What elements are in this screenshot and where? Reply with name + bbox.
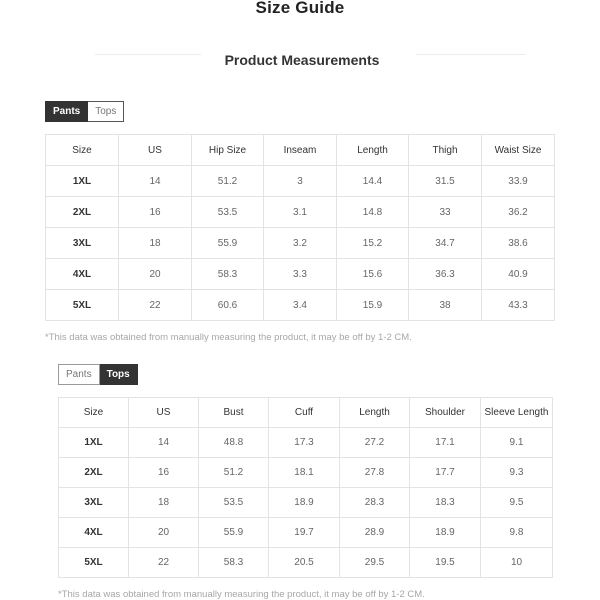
table-row xyxy=(59,518,553,548)
table-cell: 53.5 xyxy=(192,197,264,228)
column-header: Waist Size xyxy=(482,135,555,166)
size-cell: 3XL xyxy=(59,488,129,518)
column-header: Length xyxy=(340,398,410,428)
table-cell: 34.7 xyxy=(409,228,482,259)
table-cell: 14 xyxy=(119,166,192,197)
table-cell: 16 xyxy=(119,197,192,228)
table-cell: 43.3 xyxy=(482,290,555,321)
table-cell: 9.8 xyxy=(481,518,553,548)
page-title: Size Guide xyxy=(255,0,345,17)
column-header: Thigh xyxy=(409,135,482,166)
table-cell: 15.6 xyxy=(337,259,409,290)
table-cell: 48.8 xyxy=(199,428,269,458)
size-cell: 2XL xyxy=(46,197,119,228)
size-cell: 1XL xyxy=(46,166,119,197)
table-row xyxy=(46,259,555,290)
table-cell: 18.9 xyxy=(410,518,481,548)
pants-size-table xyxy=(45,134,555,321)
table-cell: 14.4 xyxy=(337,166,409,197)
table-cell: 51.2 xyxy=(199,458,269,488)
size-cell: 5XL xyxy=(59,548,129,578)
table-cell: 20.5 xyxy=(269,548,340,578)
table-cell: 9.1 xyxy=(481,428,553,458)
table-cell: 38 xyxy=(409,290,482,321)
tops-size-table xyxy=(58,397,553,578)
measurement-note: *This data was obtained from manually measuring the product, it may be off by 1-2 CM. xyxy=(58,589,425,600)
table-cell: 17.1 xyxy=(410,428,481,458)
table-cell: 3.1 xyxy=(264,197,337,228)
table-cell: 3 xyxy=(264,166,337,197)
column-header: Inseam xyxy=(264,135,337,166)
table-cell: 53.5 xyxy=(199,488,269,518)
table-cell: 19.5 xyxy=(410,548,481,578)
table-cell: 22 xyxy=(119,290,192,321)
measurement-note: *This data was obtained from manually measuring the product, it may be off by 1-2 CM. xyxy=(45,332,412,343)
table-cell: 3.3 xyxy=(264,259,337,290)
table-cell: 18 xyxy=(129,488,199,518)
table-cell: 55.9 xyxy=(199,518,269,548)
table-cell: 29.5 xyxy=(340,548,410,578)
column-header: Size xyxy=(46,135,119,166)
table-cell: 58.3 xyxy=(199,548,269,578)
table-row xyxy=(46,228,555,259)
table-cell: 38.6 xyxy=(482,228,555,259)
table-row xyxy=(59,428,553,458)
table-cell: 20 xyxy=(119,259,192,290)
table-cell: 17.3 xyxy=(269,428,340,458)
pants-tab-bar xyxy=(45,101,124,122)
column-header: Shoulder xyxy=(410,398,481,428)
table-cell: 15.2 xyxy=(337,228,409,259)
table-cell: 60.6 xyxy=(192,290,264,321)
table-cell: 55.9 xyxy=(192,228,264,259)
size-cell: 4XL xyxy=(46,259,119,290)
table-cell: 36.3 xyxy=(409,259,482,290)
table-row xyxy=(46,166,555,197)
size-cell: 1XL xyxy=(59,428,129,458)
table-cell: 27.2 xyxy=(340,428,410,458)
table-row xyxy=(59,548,553,578)
table-cell: 18.3 xyxy=(410,488,481,518)
table-cell: 14 xyxy=(129,428,199,458)
table-cell: 18.9 xyxy=(269,488,340,518)
divider-right xyxy=(416,54,526,55)
table-cell: 58.3 xyxy=(192,259,264,290)
table-cell: 17.7 xyxy=(410,458,481,488)
table-cell: 14.8 xyxy=(337,197,409,228)
size-cell: 4XL xyxy=(59,518,129,548)
table-cell: 20 xyxy=(129,518,199,548)
table-cell: 40.9 xyxy=(482,259,555,290)
table-cell: 3.4 xyxy=(264,290,337,321)
column-header: Sleeve Length xyxy=(481,398,553,428)
table-cell: 51.2 xyxy=(192,166,264,197)
table-cell: 36.2 xyxy=(482,197,555,228)
table-cell: 28.3 xyxy=(340,488,410,518)
table-cell: 9.3 xyxy=(481,458,553,488)
table-header-row xyxy=(59,398,553,428)
section-header xyxy=(0,52,600,70)
tops-tab-bar xyxy=(58,364,138,385)
table-row xyxy=(59,458,553,488)
size-cell: 2XL xyxy=(59,458,129,488)
tab-pants[interactable]: Pants xyxy=(45,101,88,122)
table-cell: 31.5 xyxy=(409,166,482,197)
table-row xyxy=(59,488,553,518)
table-cell: 18.1 xyxy=(269,458,340,488)
table-header-row xyxy=(46,135,555,166)
tab-pants[interactable]: Pants xyxy=(58,364,100,385)
column-header: Length xyxy=(337,135,409,166)
column-header: Bust xyxy=(199,398,269,428)
table-cell: 19.7 xyxy=(269,518,340,548)
column-header: Cuff xyxy=(269,398,340,428)
table-cell: 15.9 xyxy=(337,290,409,321)
table-cell: 28.9 xyxy=(340,518,410,548)
column-header: Hip Size xyxy=(192,135,264,166)
column-header: US xyxy=(119,135,192,166)
column-header: US xyxy=(129,398,199,428)
table-row xyxy=(46,197,555,228)
section-title: Product Measurements xyxy=(224,52,380,68)
table-cell: 33.9 xyxy=(482,166,555,197)
table-cell: 16 xyxy=(129,458,199,488)
table-cell: 33 xyxy=(409,197,482,228)
table-cell: 18 xyxy=(119,228,192,259)
size-cell: 3XL xyxy=(46,228,119,259)
tab-tops[interactable]: Tops xyxy=(88,101,124,122)
size-cell: 5XL xyxy=(46,290,119,321)
table-cell: 22 xyxy=(129,548,199,578)
table-row xyxy=(46,290,555,321)
table-cell: 27.8 xyxy=(340,458,410,488)
table-cell: 10 xyxy=(481,548,553,578)
column-header: Size xyxy=(59,398,129,428)
tab-tops[interactable]: Tops xyxy=(100,364,138,385)
table-cell: 3.2 xyxy=(264,228,337,259)
table-cell: 9.5 xyxy=(481,488,553,518)
